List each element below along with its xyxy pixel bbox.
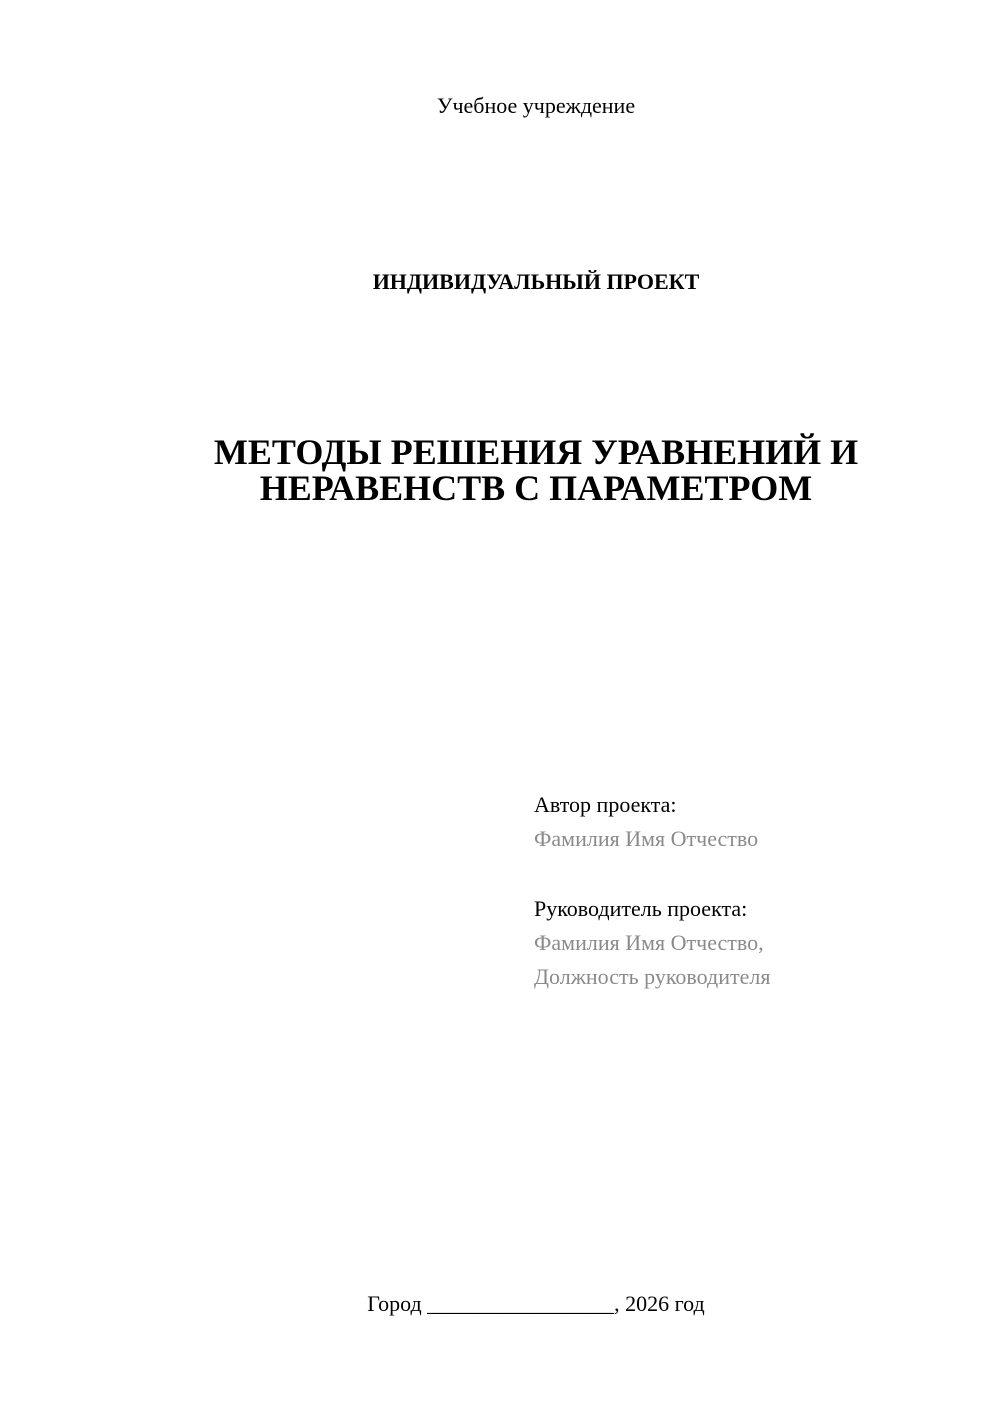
info-spacer [534,856,770,892]
project-title-line-1: МЕТОДЫ РЕШЕНИЯ УРАВНЕНИЙ И [213,432,859,472]
project-title-line-2: НЕРАВЕНСТВ С ПАРАМЕТРОМ [259,468,813,508]
project-info-block [534,788,770,994]
city-label: Город [367,1291,422,1316]
document-type: ИНДИВИДУАЛЬНЫЙ ПРОЕКТ [372,269,700,294]
author-label: Автор проекта: [534,792,677,817]
supervisor-position: Должность руководителя [534,964,771,989]
city-blank: _________________ [427,1291,615,1316]
supervisor-name: Фамилия Имя Отчество, [534,930,764,955]
institution-name: Учебное учреждение [436,93,636,118]
city-year-line [0,1290,1000,1318]
year-text: , 2026 год [614,1291,705,1316]
author-name: Фамилия Имя Отчество [534,826,759,851]
supervisor-label: Руководитель проекта: [534,896,748,921]
project-title [0,434,1000,506]
